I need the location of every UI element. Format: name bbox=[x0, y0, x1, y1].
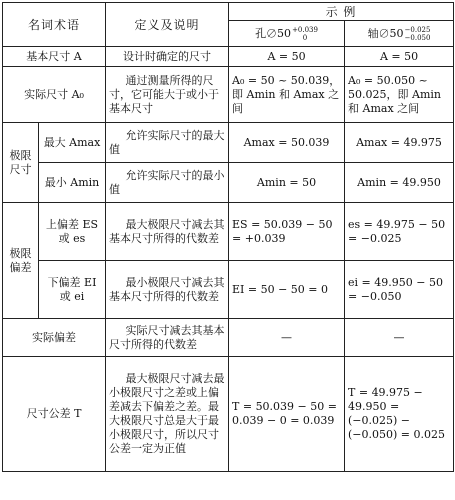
tolerance-def: 最大极限尺寸减去最小极限尺寸之差或上偏差减去下偏差之差。最大极限尺寸总是大于最小极限尺寸，所以尺寸公差一定为正值 bbox=[106, 357, 229, 472]
deviation-group-label: 极限偏差 bbox=[3, 203, 39, 319]
max-hole: Amax = 50.039 bbox=[229, 123, 345, 163]
basic-shaft: A = 50 bbox=[345, 47, 454, 67]
upper-hole: ES = 50.039 − 50 = +0.039 bbox=[229, 203, 345, 261]
header-definition: 定义及说明 bbox=[106, 3, 229, 47]
actual-def: 通过测量所得的尺寸，它可能大于或小于基本尺寸 bbox=[106, 67, 229, 123]
header-example: 示 例 bbox=[229, 3, 454, 21]
actual-shaft: A₀ = 50.050 ~ 50.025，即 Amin 和 Amax 之间 bbox=[345, 67, 454, 123]
tolerance-hole: T = 50.039 − 50 = 0.039 − 0 = 0.039 bbox=[229, 357, 345, 472]
upper-shaft: es = 49.975 − 50 = −0.025 bbox=[345, 203, 454, 261]
header-hole: 孔∅50 +0.039 0 bbox=[229, 21, 345, 47]
min-def: 允许实际尺寸的最小值 bbox=[106, 163, 229, 203]
tolerance-term: 尺寸公差 T bbox=[3, 357, 106, 472]
actual-dev-def: 实际尺寸减去其基本尺寸所得的代数差 bbox=[106, 319, 229, 357]
actual-dev-shaft: — bbox=[345, 319, 454, 357]
upper-term: 上偏差 ES 或 es bbox=[39, 203, 106, 261]
max-def: 允许实际尺寸的最大值 bbox=[106, 123, 229, 163]
limit-group-label: 极限尺寸 bbox=[3, 123, 39, 203]
upper-def: 最大极限尺寸减去其基本尺寸所得的代数差 bbox=[106, 203, 229, 261]
basic-def: 设计时确定的尺寸 bbox=[106, 47, 229, 67]
lower-shaft: ei = 49.950 − 50 = −0.050 bbox=[345, 261, 454, 319]
header-shaft: 轴∅50 −0.025 −0.050 bbox=[345, 21, 454, 47]
min-shaft: Amin = 49.950 bbox=[345, 163, 454, 203]
lower-def: 最小极限尺寸减去其基本尺寸所得的代数差 bbox=[106, 261, 229, 319]
basic-term: 基本尺寸 A bbox=[3, 47, 106, 67]
min-hole: Amin = 50 bbox=[229, 163, 345, 203]
max-shaft: Amax = 49.975 bbox=[345, 123, 454, 163]
lower-hole: EI = 50 − 50 = 0 bbox=[229, 261, 345, 319]
tolerance-shaft: T = 49.975 − 49.950 = (−0.025) − (−0.050) = 0.025 bbox=[345, 357, 454, 472]
actual-term: 实际尺寸 A₀ bbox=[3, 67, 106, 123]
min-term: 最小 Amin bbox=[39, 163, 106, 203]
actual-dev-hole: — bbox=[229, 319, 345, 357]
actual-hole: A₀ = 50 ~ 50.039，即 Amin 和 Amax 之间 bbox=[229, 67, 345, 123]
max-term: 最大 Amax bbox=[39, 123, 106, 163]
tolerance-table bbox=[2, 2, 454, 472]
basic-hole: A = 50 bbox=[229, 47, 345, 67]
lower-term: 下偏差 EI 或 ei bbox=[39, 261, 106, 319]
actual-dev-term: 实际偏差 bbox=[3, 319, 106, 357]
header-term: 名词术语 bbox=[3, 3, 106, 47]
